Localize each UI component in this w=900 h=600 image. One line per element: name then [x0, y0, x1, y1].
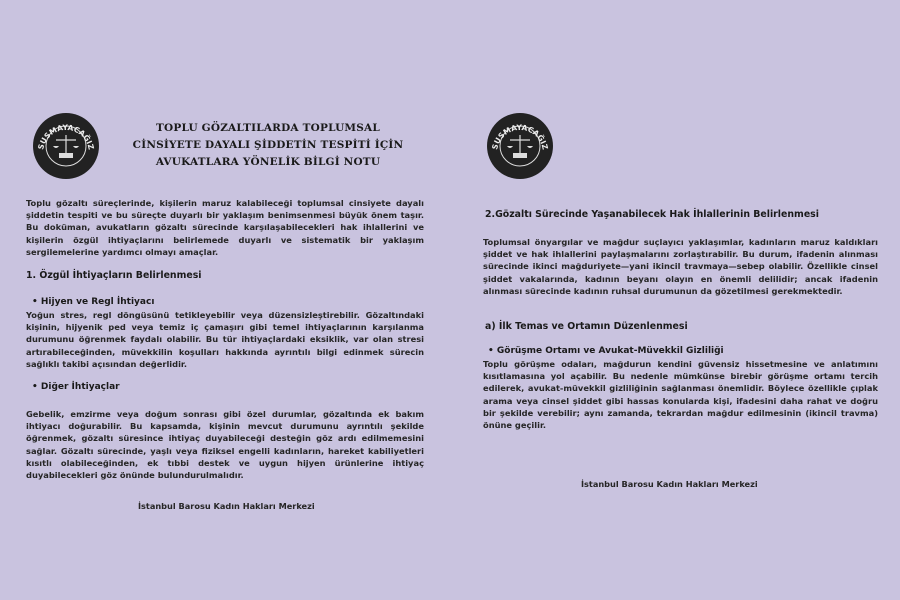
- bullet-hygiene-text: Yoğun stres, regl döngüsünü tetikleyebilir veya düzensizleştirebilir. Gözaltındaki kişinin, hijyenik ped veya temiz iç çamaşırı gibi temel ihtiyaçlarının karşılanma durumunu öğrenmek faydalı olabilir. Bu tür ihtiyaçlardaki eksiklik, var olan stresi artırabileceğinden, müvekkilin koşulları hakkında ayrıntılı bilgi edinmek sürecin sağlıklı takibi açısından değerlidir.: [26, 310, 424, 369]
- bullet-meeting-text: Toplu görüşme odaları, mağdurun kendini güvensiz hissetmesine ve anlatımını kısıtlamasına yol açabilir. Bu nedenle mümkünse birebir görüşme ortamı tercih edilerek, avukat-müvekkil gizliliğinin sağlanması önemlidir. Böylece özellikle çıplak arama veya cinsel şiddet gibi hassas konularda kişi, ifadesini daha rahat ve doğru bir şekilde verebilir; aynı zamanda, tekrardan mağdur edilmesinin (ikincil travma) önüne geçilir.: [483, 359, 878, 431]
- logo-graphic: [33, 113, 99, 179]
- footer-signature: İstanbul Barosu Kadın Hakları Merkezi: [581, 479, 758, 489]
- document-title: [118, 120, 418, 171]
- logo-text: SUSMAYACAĞIZ: [490, 122, 550, 151]
- logo-text: SUSMAYACAĞIZ: [36, 122, 96, 151]
- title-line-3: AVUKATLARA YÖNELİK BİLGİ NOTU: [155, 156, 381, 168]
- bullet-hygiene-heading: • Hijyen ve Regl İhtiyacı: [32, 297, 155, 307]
- logo-graphic: [487, 113, 553, 179]
- section-2-heading: 2.Gözaltı Sürecinde Yaşanabilecek Hak İhlallerinin Belirlenmesi: [485, 209, 819, 220]
- section-1-heading: 1. Özgül İhtiyaçların Belirlenmesi: [26, 270, 202, 281]
- title-line-1: TOPLU GÖZALTILARDA TOPLUMSAL: [156, 122, 380, 134]
- right-page: [450, 0, 900, 600]
- susmayacagiz-logo-icon: [33, 113, 99, 179]
- bullet-other-text: Gebelik, emzirme veya doğum sonrası gibi özel durumlar, gözaltında ek bakım ihtiyacı doğurabilir. Bu kapsamda, kişinin mevcut durumunu ayrıntılı şekilde öğrenmek, gözaltı süresince ihtiyaç duyabileceği desteğin göz ardı edilmemesini sağlar. Gözaltı sürecinde, yaşlı veya fiziksel engelli kadınların, hareket kabiliyetleri kısıtlı olabileceğinden, ek tıbbi destek ve uygun hijyen ürünlerine ihtiyaç duyabilecekleri göz önünde bulundurulmalıdır.: [26, 409, 424, 481]
- first-contact-heading: a) İlk Temas ve Ortamın Düzenlenmesi: [485, 321, 688, 332]
- title-line-2: CİNSİYETE DAYALI ŞİDDETİN TESPİTİ İÇİN: [132, 139, 404, 151]
- section-2-intro: Toplumsal önyargılar ve mağdur suçlayıcı yaklaşımlar, kadınların maruz kaldıkları şiddet ve hak ihlallerini paylaşmalarını zorlaştırabilir. Bu durum, ifadenin alınması sürecinde ikinci mağduriyete—yani ikincil travmaya—sebep olabilir. Özellikle cinsel şiddet vakalarında, kadının beyanı olayın en önemli delilidir; ancak ifadenin alınması sürecinde kadının ruhsal durumunun da gözetilmesi gerekmektedir.: [483, 237, 878, 296]
- intro-paragraph: Toplu gözaltı süreçlerinde, kişilerin maruz kalabileceği toplumsal cinsiyete dayalı şiddetin tespiti ve bu süreçte duyarlı bir yaklaşım benimsenmesi büyük önem taşır. Bu doküman, avukatların gözaltı sürecinde karşılaşabilecekleri hak ihlallerini ve kişilerin özgül ihtiyaçlarını belirlemede duyarlı ve sistematik bir yaklaşım sergilemelerine yardımcı olmayı amaçlar.: [26, 198, 424, 257]
- susmayacagiz-logo-icon: [487, 113, 553, 179]
- bullet-meeting-heading: • Görüşme Ortamı ve Avukat-Müvekkil Gizliliği: [488, 346, 724, 356]
- bullet-other-heading: • Diğer İhtiyaçlar: [32, 382, 120, 392]
- footer-signature: İstanbul Barosu Kadın Hakları Merkezi: [138, 501, 315, 511]
